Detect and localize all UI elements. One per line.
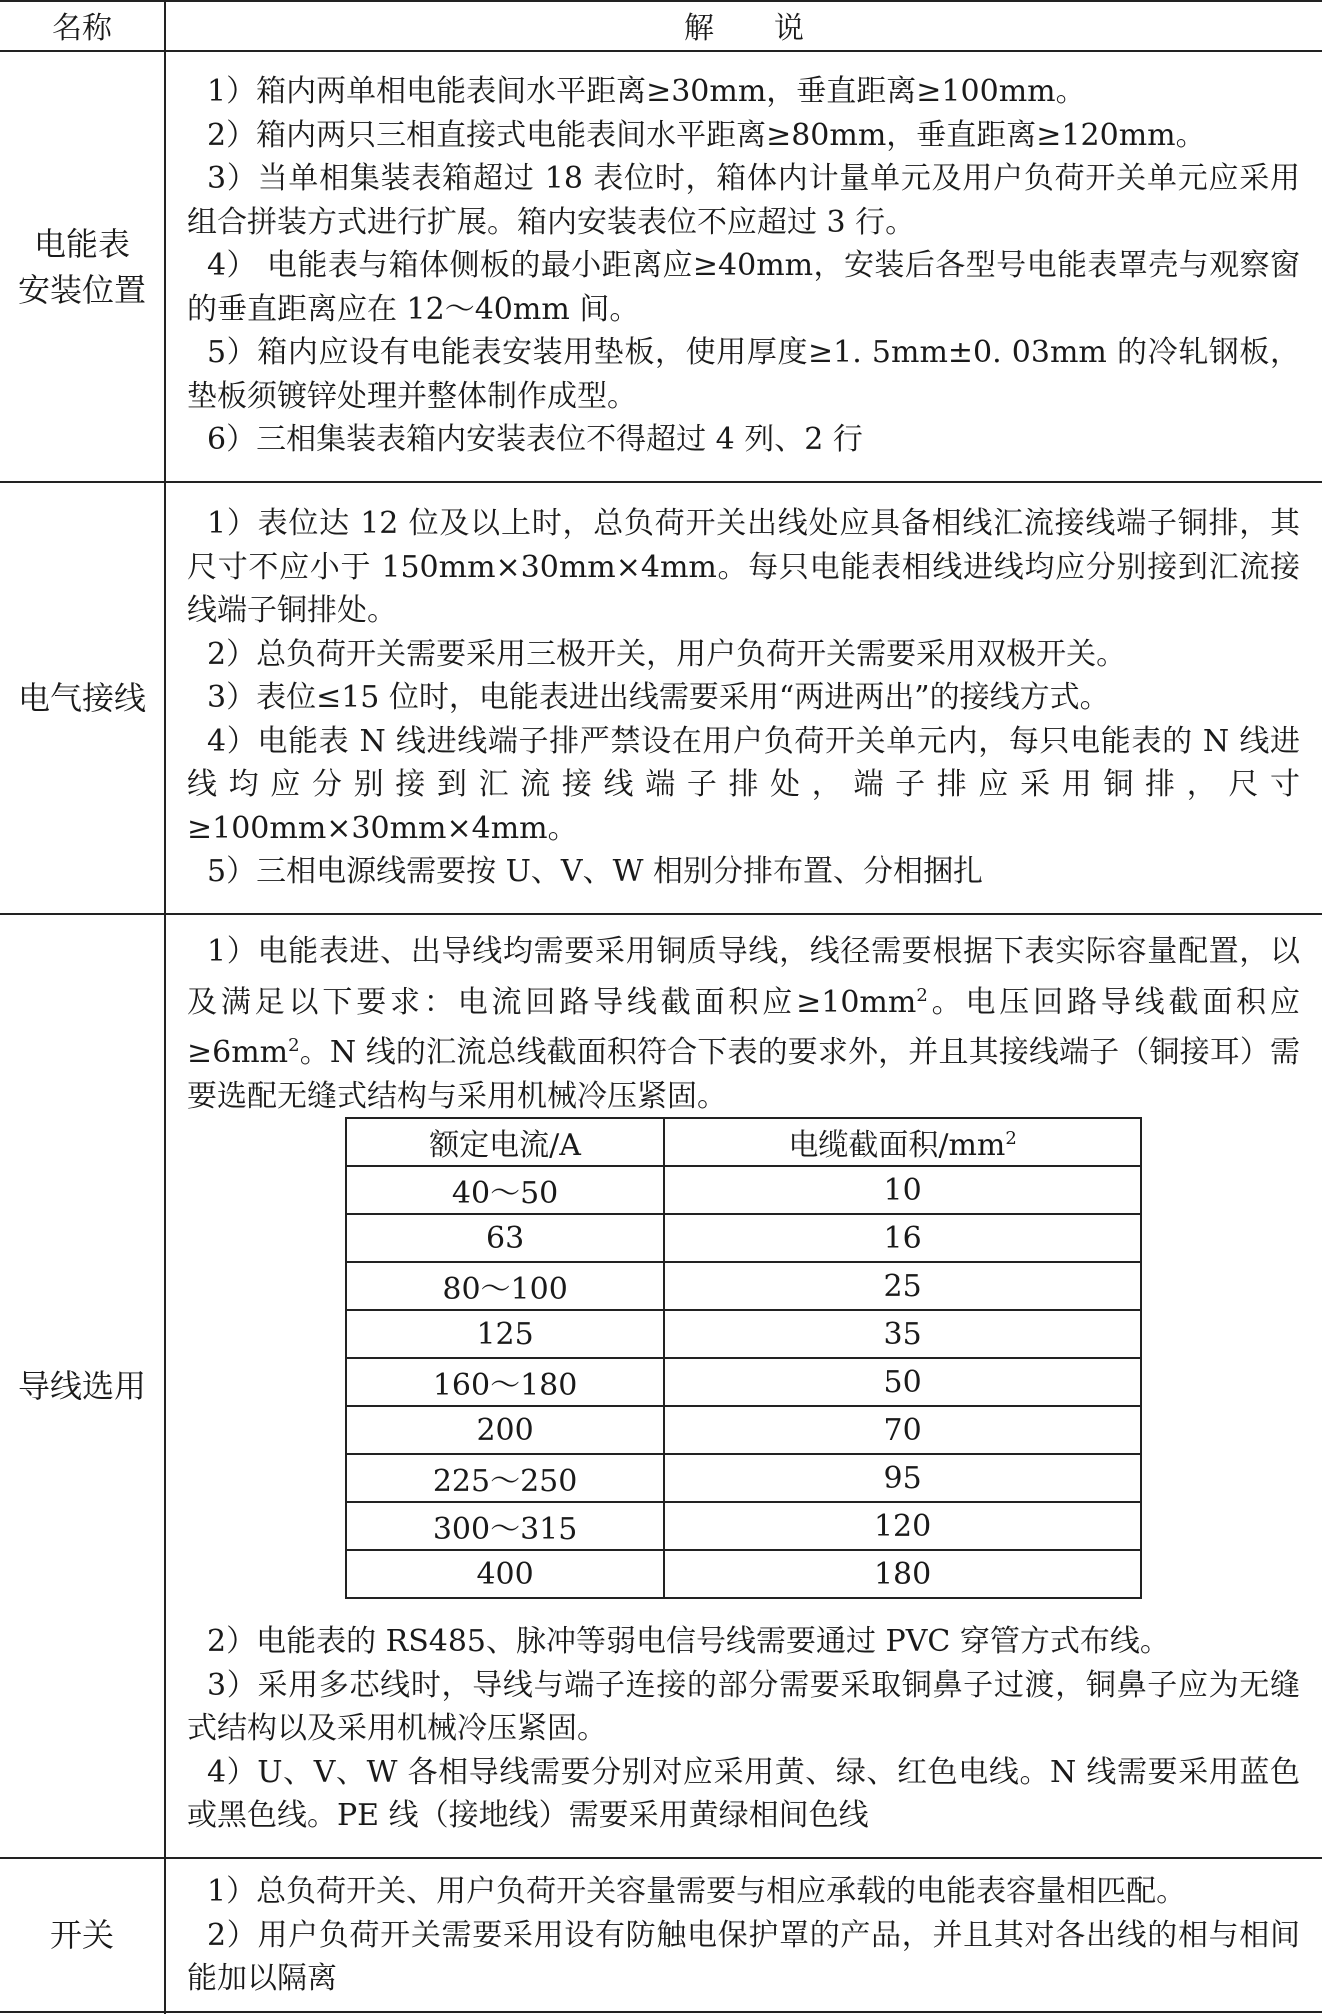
- section-name-switch: 开关: [49, 1916, 114, 1954]
- header-name: 名称: [52, 11, 112, 46]
- table-row: 300～315 120: [346, 1502, 1141, 1550]
- list-item: 1）总负荷开关、用户负荷开关容量需要与相应承载的电能表容量相匹配。: [207, 1874, 1187, 1909]
- section-name-conductor: 导线选用: [17, 1367, 146, 1405]
- list-item: 1）箱内两单相电能表间水平距离≥30mm，垂直距离≥100mm。: [207, 74, 1086, 109]
- table-row: 200 70: [346, 1406, 1141, 1454]
- section-content-conductor-rest: [187, 1620, 1300, 1838]
- row-divider-1: [0, 481, 1322, 483]
- column-divider: [164, 0, 166, 2014]
- list-item: 4）U、V、W 各相导线需要分别对应采用黄、绿、红色电线。N 线需要采用蓝色或黑色线。PE 线（接地线）需要采用黄绿相间色线: [187, 1754, 1300, 1833]
- section-content-meter-position: [187, 70, 1300, 462]
- list-item: 6）三相集装表箱内安装表位不得超过 4 列、2 行: [207, 422, 863, 457]
- header-description: 解 说: [684, 11, 804, 46]
- list-item: 2）总负荷开关需要采用三极开关，用户负荷开关需要采用双极开关。: [207, 636, 1127, 672]
- list-item: 1）电能表进、出导线均需要采用铜质导线，线径需要根据下表实际容量配置，以及满足以下要求：电流回路导线截面积应$\ge 10mm^2$。电压回路导线截面积应$\ge 6mm^2$。N 线的汇流总线截面积符合下表的要求外，并且其接线端子（铜接耳）需要选配无缝式结构与采用机械冷压紧固。: [187, 934, 1300, 1114]
- row-divider-2: [0, 913, 1322, 915]
- section-name-meter-position: 电能表 安装位置: [17, 224, 146, 309]
- table-row: 63 16: [346, 1214, 1141, 1262]
- list-item: 1）表位达 12 位及以上时，总负荷开关出线处应具备相线汇流接线端子铜排，其尺寸不应小于 150mm×30mm×4mm。每只电能表相线进线均应分别接到汇流接线端子铜排处。: [187, 506, 1300, 628]
- section-name-wiring: 电气接线: [17, 679, 146, 717]
- table-bottom-border: [0, 2011, 1322, 2013]
- table-row: 400 180: [346, 1550, 1141, 1598]
- list-item: 3）采用多芯线时，导线与端子连接的部分需要采取铜鼻子过渡，铜鼻子应为无缝式结构以及采用机械冷压紧固。: [187, 1667, 1300, 1746]
- table-header-row: [346, 1118, 1141, 1166]
- table-header-current: 额定电流/A: [346, 1118, 664, 1166]
- table-row: 160～180 50: [346, 1358, 1141, 1406]
- section-content-switch: [187, 1870, 1300, 2001]
- section-content-conductor-intro: [187, 930, 1300, 1118]
- table-row: 225～250 95: [346, 1454, 1141, 1502]
- list-item: 3）当单相集装表箱超过 18 表位时，箱体内计量单元及用户负荷开关单元应采用组合拼装方式进行扩展。箱内安装表位不应超过 3 行。: [187, 161, 1300, 240]
- list-item: 3）表位≤15 位时，电能表进出线需要采用“两进两出”的接线方式。: [207, 680, 1110, 715]
- table-header-cable: 电缆截面积$/mm^2$: [664, 1118, 1141, 1166]
- section-content-wiring: [187, 502, 1300, 894]
- header-bottom-border: [0, 50, 1322, 52]
- list-item: 2）电能表的 RS485、脉冲等弱电信号线需要通过 PVC 穿管方式布线。: [207, 1624, 1170, 1659]
- list-item: 2）箱内两只三相直接式电能表间水平距离≥80mm，垂直距离≥120mm。: [207, 117, 1206, 153]
- list-item: 4） 电能表与箱体侧板的最小距离应≥40mm，安装后各型号电能表罩壳与观察窗的垂直距离应在 12～40mm 间。: [187, 248, 1300, 327]
- list-item: 4）电能表 N 线进线端子排严禁设在用户负荷开关单元内，每只电能表的 N 线进线均应分别接到汇流接线端子排处，端子排应采用铜排，尺寸≥100mm×30mm×4mm。: [187, 723, 1300, 846]
- list-item: 2）用户负荷开关需要采用设有防触电保护罩的产品，并且其对各出线的相与相间能加以隔离: [187, 1917, 1300, 1996]
- row-divider-3: [0, 1857, 1322, 1859]
- current-cable-table: [345, 1117, 1142, 1599]
- table-row: 80～100 25: [346, 1262, 1141, 1310]
- table-row: 125 35: [346, 1310, 1141, 1358]
- table-row: 40～50 10: [346, 1166, 1141, 1214]
- list-item: 5）箱内应设有电能表安装用垫板，使用厚度≥1. 5mm±0. 03mm 的冷轧钢板，垫板须镀锌处理并整体制作成型。: [187, 335, 1300, 414]
- list-item: 5）三相电源线需要按 U、V、W 相别分排布置、分相捆扎: [207, 854, 983, 889]
